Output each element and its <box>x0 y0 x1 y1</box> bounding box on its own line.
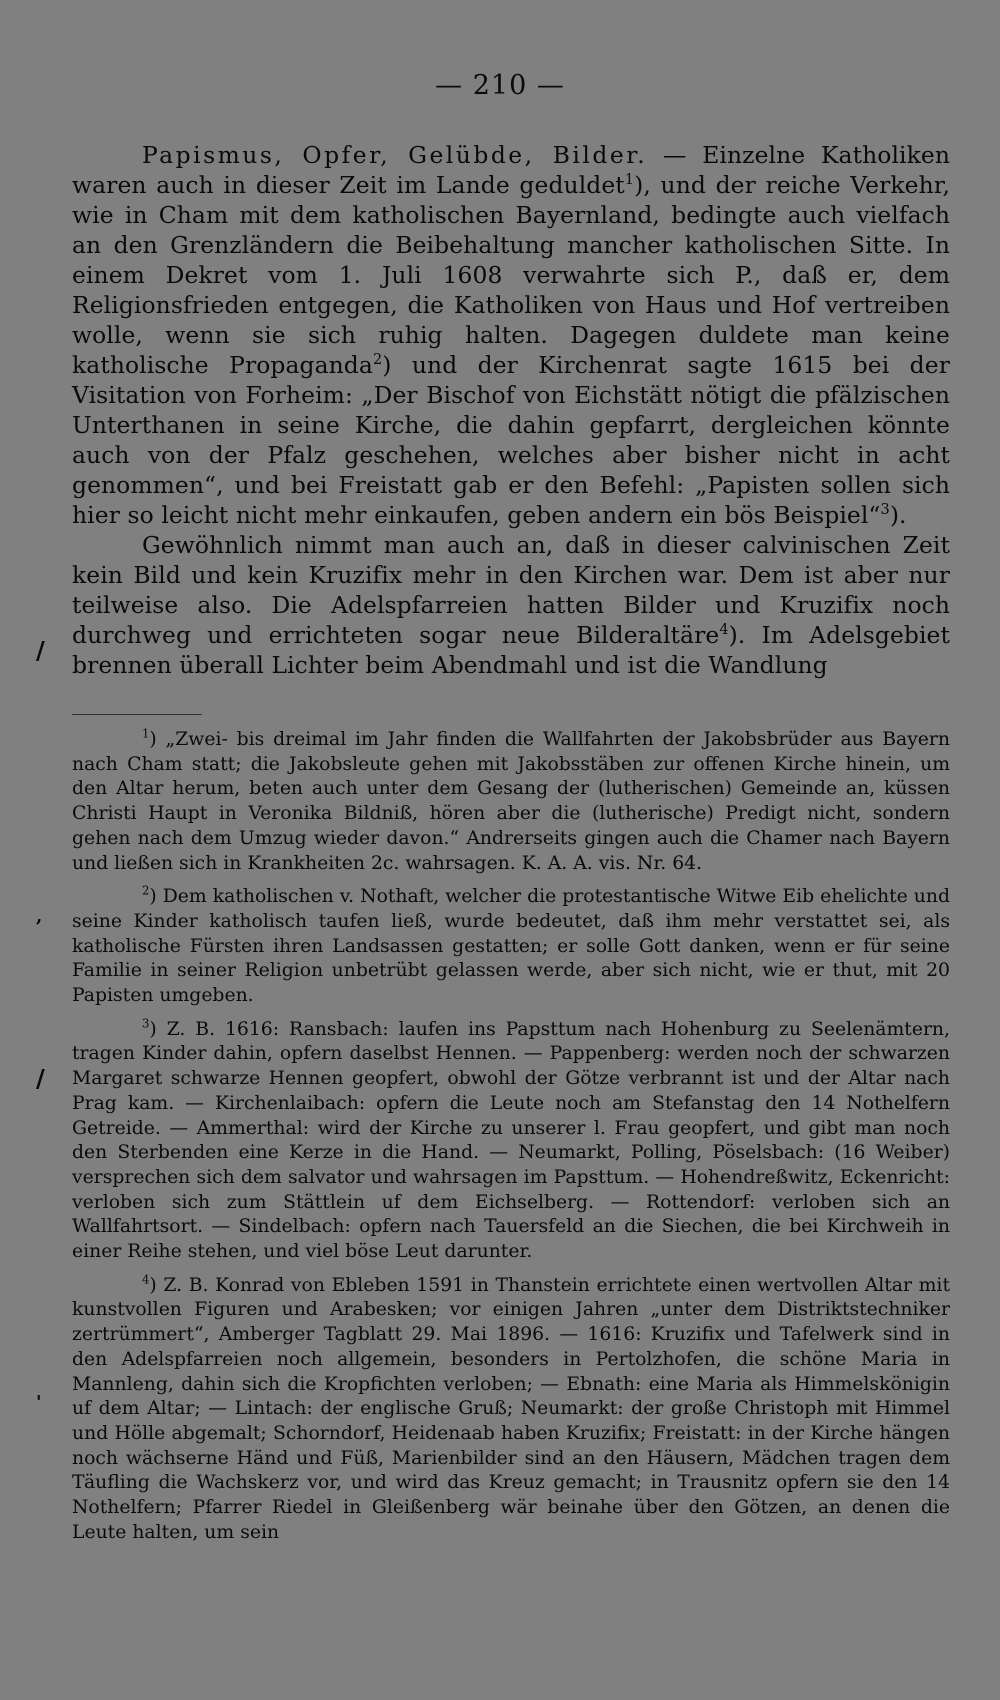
paragraph-text: ). <box>889 501 907 529</box>
footnote-marker: 3 <box>142 1016 150 1031</box>
paragraph-bilder <box>72 530 950 680</box>
footnote-4 <box>72 1274 950 1546</box>
footnote-marker: 2 <box>142 883 150 898</box>
page-number: — 210 — <box>435 70 565 101</box>
margin-pencil-mark: / <box>36 636 45 665</box>
footnote-marker: 4 <box>142 1272 150 1287</box>
margin-pencil-mark: / <box>36 1064 45 1093</box>
footnote-2 <box>72 885 950 1009</box>
footnote-3 <box>72 1018 950 1265</box>
main-text <box>72 140 950 680</box>
margin-pencil-mark: ' <box>36 1392 42 1413</box>
footnote-marker: 1 <box>142 726 150 741</box>
footnotes <box>72 728 950 1555</box>
footnote-text: ) Dem katholischen v. Nothaft, welcher die protestantische Witwe Eib ehelichte und seine Kinder katholisch taufen ließ, wurde bedeutet, daß ihm mehr verstattet sei, als katholische Fürsten ihren Landsassen gestatten; er solle Gott danken, wenn er für seine Familie in seiner Religion unbetrübt gelassen werde, aber sich nicht, wie er thut, mit 20 Papisten umgeben. <box>72 886 950 1007</box>
section-lead: Papismus, Opfer, Gelübde, Bilder. <box>142 141 648 169</box>
footnote-ref-3: 3 <box>880 502 890 519</box>
paragraph-text: — Einzelne Katholiken waren auch in dieser Zeit im Lande geduldet <box>72 141 950 199</box>
paragraph-text: ) und der Kirchenrat sagte 1615 bei der Visitation von Forheim: „Der Bischof von Eichstätt nötigt die pfälzischen Unterthanen in seine Kirche, die dahin gepfarrt, dergleichen könnte auch von der Pfalz geschehen, welches aber bisher nicht in acht genommen“, und bei Freistatt gab er den Befehl: „Papisten sollen sich hier so leicht nicht mehr einkaufen, geben andern ein bös Beispiel“ <box>72 351 950 529</box>
footnote-text: ) „Zwei- bis dreimal im Jahr finden die Wallfahrten der Jakobsbrüder aus Bayern nach Cham statt; die Jakobsleute gehen mit Jakobsstäben zur offenen Kirche hinein, um den Altar herum, beten auch unter dem Gesang der (lutherischen) Gemeinde an, küssen Christi Haupt in Veronika Bildniß, hören aber die (lutherische) Predigt nicht, sondern gehen nach dem Umzug wieder davon.“ Andrerseits gingen auch die Chamer nach Bayern und ließen sich in Krankheiten 2c. wahrsagen. K. A. A. vis. Nr. 64. <box>72 729 950 874</box>
footnote-separator <box>72 714 202 715</box>
footnote-1 <box>72 728 950 876</box>
footnote-text: ) Z. B. Konrad von Ebleben 1591 in Thanstein errichtete einen wertvollen Altar mit kunstvollen Figuren und Arabesken; vor einigen Jahren „unter dem Distriktstechniker zertrümmert“, Amberger Tagblatt 29. Mai 1896. — 1616: Kruzifix und Tafelwerk sind in den Adelspfarreien noch allgemein, besonders in Pertolzhofen, die schöne Maria in Mannleng, dahin sich die Kropfichten verloben; — Ebnath: eine Maria als Himmelskönigin uf dem Altar; — Lintach: der englische Gruß; Neumarkt: der große Christoph mit Himmel und Hölle abgemalt; Schorndorf, Heidenaab haben Kruzifix; Freistatt: in der Kirche hängen noch wächserne Händ und Füß, Marienbilder sind an den Häusern, Mädchen tragen dem Täufling die Wachskerz vor, und wird das Kreuz gemacht; in Trausnitz opfern sie den 14 Nothelfern; Pfarrer Riedel in Gleißenberg wär beinahe über den Götzen, an denen die Leute halten, um sein <box>72 1274 950 1543</box>
paragraph-text: Gewöhnlich nimmt man auch an, daß in dieser calvinischen Zeit kein Bild und kein Kruzifix mehr in den Kirchen war. Dem ist aber nur teilweise also. Die Adelspfarreien hatten Bilder und Kruzifix noch durchweg und errichteten sogar neue Bilderaltäre <box>72 531 950 649</box>
footnote-text: ) Z. B. 1616: Ransbach: laufen ins Papsttum nach Hohenburg zu Seelenämtern, tragen Kinder dahin, opfern daselbst Hennen. — Pappenberg: werden noch der schwarzen Margaret schwarze Hennen geopfert, obwohl der Götze verbrannt ist und der Altar nach Prag kam. — Kirchenlaibach: opfern die Leute noch am Stefanstag den 14 Nothelfern Getreide. — Ammerthal: wird der Kirche zu unserer l. Frau geopfert, und gibt man noch den Sterbenden eine Kerze in die Hand. — Neumarkt, Polling, Pöselsbach: (16 Weiber) versprechen sich dem salvator und wahrsagen im Papsttum. — Hohendreßwitz, Eckenricht: verloben sich zum Stättlein uf dem Eichselberg. — Rottendorf: verloben sich an Wallfahrtsort. — Sindelbach: opfern nach Tauersfeld an die Siechen, die bei Kirchweih in einer Reihe stehen, und viel böse Leut darunter. <box>72 1018 950 1263</box>
paragraph-papismus <box>72 140 950 530</box>
footnote-ref-1: 1 <box>624 172 635 189</box>
footnote-ref-2: 2 <box>372 352 383 369</box>
footnote-ref-4: 4 <box>719 622 729 639</box>
paragraph-text: ). Im Adelsgebiet brennen überall Lichter beim Abendmahl und ist die Wandlung <box>72 621 950 679</box>
paragraph-text: ), und der reiche Verkehr, wie in Cham mit dem katholischen Bayernland, bedingte auch vielfach an den Grenzländern die Beibehaltung mancher katholischen Sitte. In einem Dekret vom 1. Juli 1608 verwahrte sich P., daß er, dem Religionsfrieden entgegen, die Katholiken von Haus und Hof vertreiben wolle, wenn sie sich ruhig halten. Dagegen duldete man keine katholische Propaganda <box>72 171 950 379</box>
margin-pencil-mark: , <box>36 906 43 927</box>
